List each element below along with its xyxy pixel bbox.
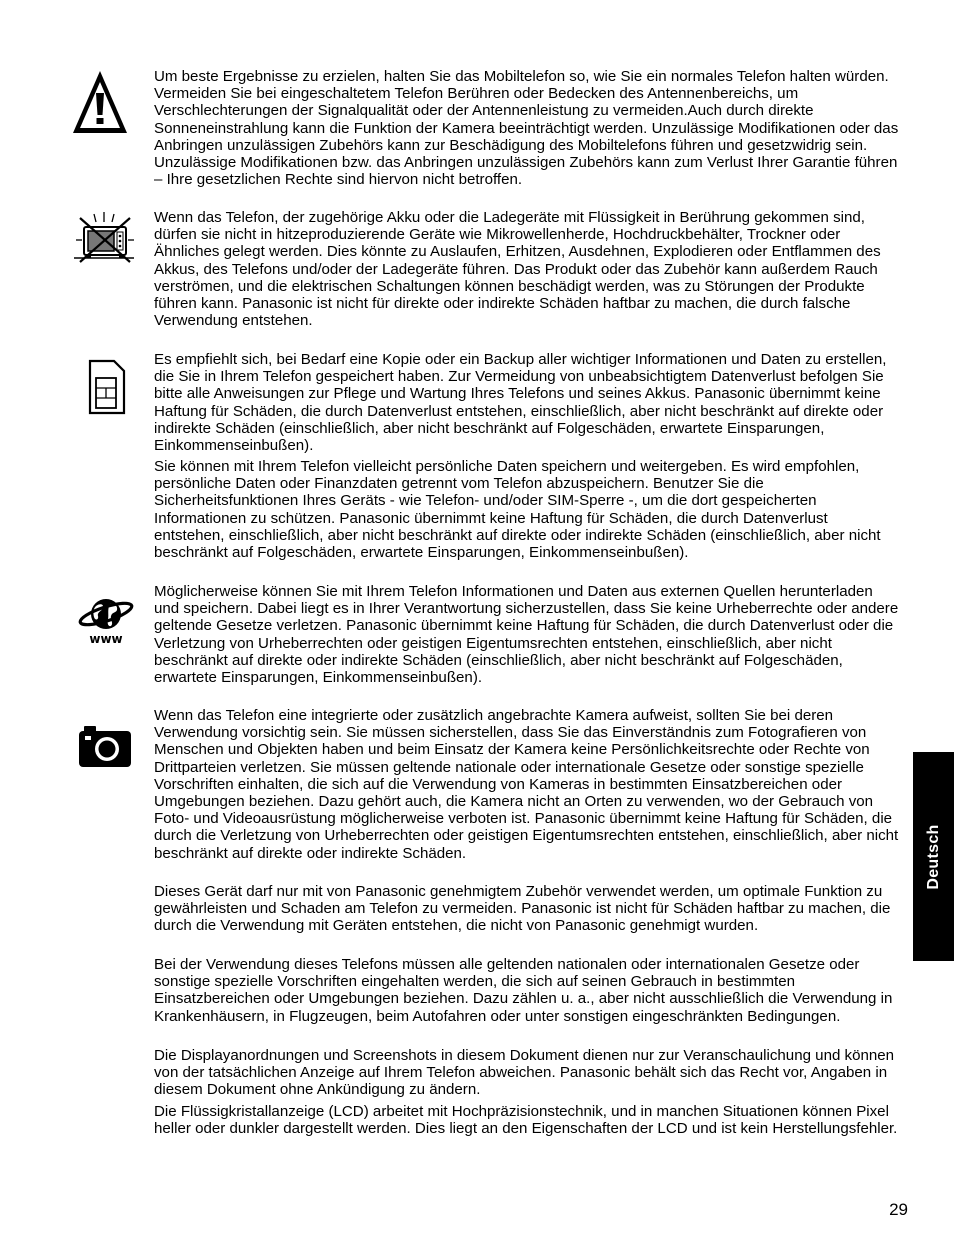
language-label: Deutsch <box>924 823 942 890</box>
paragraph-personal-data: Sie können mit Ihrem Telefon vielleicht persönliche Daten speichern und weitergeben. Es wird empfohlen, persönliche Daten oder Finanzdaten getrennt vom Telefon abzuspeichern. Benutzer Sie die Sicherheitsfunktionen Ihres Geräts - wie Telefon- und/oder SIM-Sperre -, um die dort gespeicherten Informationen zu schützen. Panasonic übernimmt keine Haftung für Schäden, die durch Datenverlust entstehen, einschließlich, aber nicht beschränkt auf direkte oder indirekte Schäden (einschließlich, aber nicht beschränkt auf Folgeschäden, erwartete Einsparungen, Einkommenseinbußen). <box>154 458 881 562</box>
paragraph-camera: Wenn das Telefon eine integrierte oder zusätzlich angebrachte Kamera aufweist, sollten Sie bei deren Verwendung vorsichtig sein. Sie müssen sicherstellen, dass Sie das Einverständnis zum Fotografieren von Menschen und Objekten haben und beim Einsatz der Kamera keine Persönlichkeitsrechte oder Rechte von Drittparteien verletzen. Sie müssen geltende nationale oder internationale Gesetze oder sonstige spezielle Vorschriften einhalten, die sich auf die Verwendung von Kameras in bestimmten Einsatzbereichen oder Umgebungen beziehen. Dazu gehört auch, die Kamera nicht an Orten zu verwenden, wo der Gebrauch von Foto- und Videoausrüstung möglicherweise verboten ist. Panasonic übernimmt keine Haftung für Schäden, die durch die Verletzung von Urheberrechten oder geistigen Eigentumsrechten entstehen, einschließlich, aber nicht beschränkt auf direkte oder indirekte Schäden. <box>154 707 899 862</box>
paragraph-laws: Bei der Verwendung dieses Telefons müssen alle geltenden nationalen oder internationalen Gesetze oder sonstige spezielle Vorschriften eingehalten werden, die sich auf seinen Gebrauch in bestimmten Einsatzbereichen oder Umgebungen beziehen. Dazu zählen u. a., aber nicht ausschließlich die Verwendung in Krankenhäusern, in Flugzeugen, beim Autofahren oder unter sonstigen eingeschränkten Bedingungen. <box>154 956 893 1025</box>
camera-icon <box>78 724 132 768</box>
sim-card-icon <box>87 358 127 416</box>
paragraph-antenna: Um beste Ergebnisse zu erzielen, halten Sie das Mobiltelefon so, wie Sie ein normales Telefon halten würden. Vermeiden Sie bei eingeschaltetem Telefon Berühren oder Bedecken des Antennenbereichs, um Verschlechterungen der Signalqualität oder der Antennenleistung zu vermeiden.Auch durch direkte Sonneneinstrahlung kann die Funktion der Kamera beeinträchtigt werden. Unzulässige Modifikationen oder das Anbringen unzulässigen Zubehörs kann zur Beschädigung des Mobiltelefons führen und gesetzwidrig sein. Unzulässige Modifikationen bzw. das Anbringen unzulässigen Zubehörs kann zum Verlust Ihrer Garantie führen – Ihre gesetzlichen Rechte sind hiervon nicht betroffen. <box>154 68 899 189</box>
paragraph-accessories: Dieses Gerät darf nur mit von Panasonic genehmigtem Zubehör verwendet werden, um optimale Funktion zu gewährleisten und Schaden am Telefon zu vermeiden. Panasonic ist nicht für Schäden haftbar zu machen, die durch die Verwendung mit Geräten entstehen, die nicht von Panasonic genehmigt wurden. <box>154 883 891 935</box>
paragraph-liquid-heat: Wenn das Telefon, der zugehörige Akku oder die Ladegeräte mit Flüssigkeit in Berührung gekommen sind, dürfen sie nicht in hitzeproduzierende Geräte wie Mikrowellenherde, Hochdruckbehälter, Trockner oder Ähnliches gelegt werden. Dies könnte zu Auslaufen, Erhitzen, Ausdehnen, Explodieren oder Entflammen des Akkus, des Telefons und/oder der Ladegeräte führen. Das Produkt oder das Zubehör kann außerdem Rauch verströmen, und die elektrischen Schaltungen können beschädigt werden, was zu Störungen der Produkte führen kann. Panasonic ist nicht für direkte oder indirekte Schäden haftbar zu machen, die durch falsche Verwendung entstehen. <box>154 209 881 330</box>
www-label: www <box>89 632 123 646</box>
no-microwave-icon <box>70 212 138 264</box>
page-number: 29 <box>889 1200 908 1219</box>
warning-icon <box>70 68 130 136</box>
www-globe-icon <box>77 596 135 646</box>
paragraph-backup: Es empfiehlt sich, bei Bedarf eine Kopie oder ein Backup aller wichtiger Informationen und Daten zu erstellen, die Sie in Ihrem Telefon gespeichert haben. Zur Vermeidung von unbeabsichtigtem Datenverlust befolgen Sie bitte alle Anweisungen zur Pflege und Wartung Ihres Telefons und seines Akkus. Panasonic übernimmt keine Haftung für Schäden, die durch Datenverlust entstehen, einschließlich, aber nicht beschränkt auf direkte oder indirekte Schäden (einschließlich, aber nicht beschränkt auf Folgeschäden, erwartete Einsparungen, Einkommenseinbußen). <box>154 351 887 455</box>
paragraph-lcd: Die Flüssigkristallanzeige (LCD) arbeitet mit Hochpräzisionstechnik, und in manchen Situationen können Pixel heller oder dunkler dargestellt werden. Dies liegt an den Eigenschaften der LCD und ist kein Herstellungsfehler. <box>154 1103 898 1138</box>
paragraph-downloads: Möglicherweise können Sie mit Ihrem Telefon Informationen und Daten aus externen Quellen herunterladen und speichern. Dabei liegt es in Ihrer Verantwortung sicherzustellen, dass Sie keine Urheberrechte oder andere geltende Gesetze verletzen. Panasonic übernimmt keine Haftung für Schäden, die durch Datenverlust oder die Verletzung von Urheberrechten oder geistigen Eigentumsrechten entstehen, einschließlich, aber nicht beschränkt auf direkte oder indirekte Schäden (einschließlich, aber nicht beschränkt auf Folgeschäden, erwartete Einsparungen, Einkommenseinbußen). <box>154 583 899 687</box>
language-side-tab <box>913 752 954 961</box>
paragraph-screenshots: Die Displayanordnungen und Screenshots in diesem Dokument dienen nur zur Veranschaulichung und können von der tatsächlichen Anzeige auf Ihrem Telefon abweichen. Panasonic behält sich das Recht vor, Angaben in diesem Dokument ohne Ankündigung zu ändern. <box>154 1047 895 1099</box>
